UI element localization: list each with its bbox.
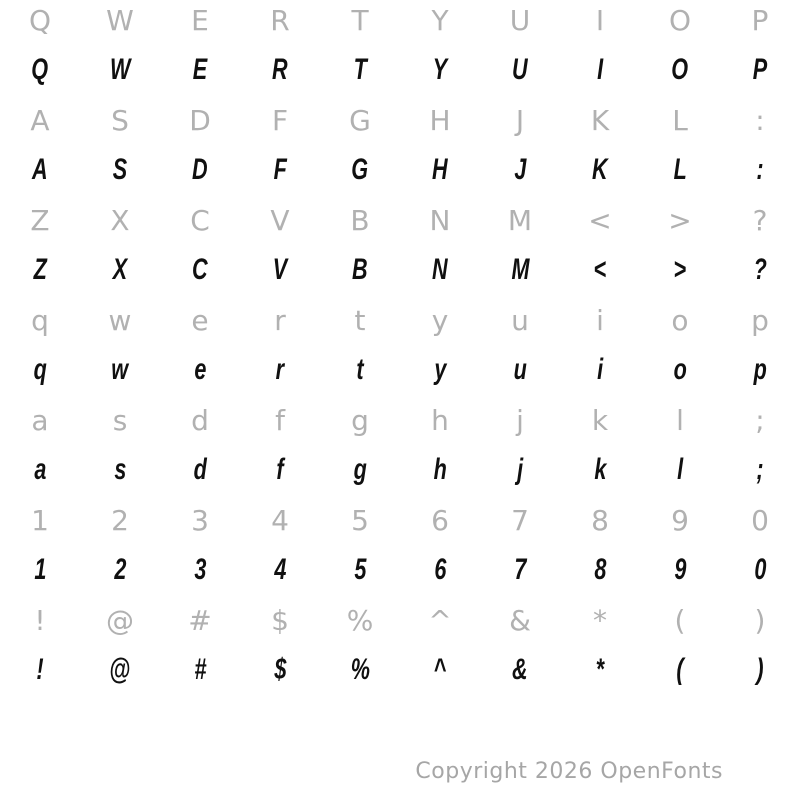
glyph: L	[673, 153, 687, 186]
glyph-cell	[160, 545, 240, 595]
glyph: 7	[511, 503, 529, 537]
copyright-text: Copyright 2026 OpenFonts	[415, 759, 723, 784]
glyph: q	[31, 303, 49, 337]
glyph-cell	[640, 295, 720, 345]
glyph-cell	[400, 645, 480, 695]
glyph: (	[674, 603, 686, 637]
glyph-cell	[720, 545, 800, 595]
glyph-cell	[80, 495, 160, 545]
glyph-cell	[720, 495, 800, 545]
glyph: 0	[753, 553, 767, 586]
glyph: 1	[31, 503, 49, 537]
glyph-cell	[720, 245, 800, 295]
glyph: #	[193, 653, 207, 686]
glyph-cell	[560, 345, 640, 395]
glyph: d	[193, 453, 207, 486]
glyph-cell	[720, 445, 800, 495]
glyph-cell	[720, 595, 800, 645]
glyph: o	[671, 303, 689, 337]
glyph: Q	[28, 3, 52, 37]
glyph: l	[676, 453, 684, 486]
glyph: (	[676, 653, 684, 686]
glyph-cell	[560, 595, 640, 645]
glyph-cell	[400, 245, 480, 295]
glyph: g	[353, 453, 367, 486]
glyph: B	[350, 203, 370, 237]
glyph: ?	[752, 203, 768, 237]
glyph: o	[673, 353, 687, 386]
glyph: Q	[31, 53, 49, 86]
glyph: p	[751, 303, 769, 337]
glyph: N	[432, 253, 448, 286]
glyph-cell	[0, 245, 80, 295]
glyph: y	[433, 353, 447, 386]
glyph: R	[272, 53, 288, 86]
glyph: a	[33, 453, 47, 486]
glyph: N	[429, 203, 451, 237]
glyph-cell	[480, 245, 560, 295]
glyph-cell	[160, 645, 240, 695]
glyph-cell	[480, 295, 560, 345]
glyph: @	[109, 653, 131, 686]
glyph: S	[112, 153, 128, 186]
glyph: P	[751, 3, 769, 37]
glyph-cell	[480, 395, 560, 445]
glyph-cell	[480, 195, 560, 245]
glyph: w	[108, 303, 132, 337]
glyph-cell	[160, 595, 240, 645]
glyph: P	[752, 53, 768, 86]
glyph-cell	[480, 95, 560, 145]
glyph: )	[756, 653, 764, 686]
glyph: a	[31, 403, 49, 437]
glyph-cell	[480, 495, 560, 545]
glyph-cell	[720, 145, 800, 195]
glyph-cell	[640, 0, 720, 45]
glyph: !	[34, 603, 46, 637]
glyph-cell	[480, 45, 560, 95]
glyph-cell	[160, 145, 240, 195]
glyph: %	[346, 603, 374, 637]
glyph: k	[591, 403, 609, 437]
glyph: I	[596, 53, 604, 86]
glyph-cell	[640, 495, 720, 545]
glyph: G	[349, 103, 371, 137]
glyph-cell	[640, 445, 720, 495]
glyph-cell	[80, 195, 160, 245]
glyph-cell	[240, 0, 320, 45]
glyph: L	[672, 103, 688, 137]
glyph: h	[433, 453, 447, 486]
glyph-cell	[320, 395, 400, 445]
glyph: 6	[433, 553, 447, 586]
glyph: f	[275, 403, 285, 437]
glyph: ?	[753, 253, 767, 286]
glyph: 9	[673, 553, 687, 586]
glyph: V	[270, 203, 290, 237]
glyph-row-specimen	[0, 145, 800, 195]
glyph-cell	[240, 545, 320, 595]
glyph-cell	[320, 545, 400, 595]
glyph: B	[352, 253, 368, 286]
glyph-row-specimen	[0, 545, 800, 595]
glyph-cell	[560, 495, 640, 545]
glyph-cell	[80, 245, 160, 295]
glyph: U	[512, 53, 528, 86]
glyph-cell	[400, 45, 480, 95]
glyph-cell	[400, 295, 480, 345]
glyph: t	[354, 303, 366, 337]
glyph-cell	[0, 195, 80, 245]
glyph-cell	[720, 95, 800, 145]
glyph-cell	[480, 545, 560, 595]
glyph-row-reference	[0, 295, 800, 345]
glyph: U	[509, 3, 531, 37]
glyph-row-reference	[0, 195, 800, 245]
glyph-cell	[560, 445, 640, 495]
glyph: W	[109, 53, 131, 86]
glyph: M	[507, 203, 533, 237]
glyph: 8	[591, 503, 609, 537]
glyph: >	[668, 203, 692, 237]
glyph: Z	[30, 203, 50, 237]
glyph-cell	[640, 245, 720, 295]
glyph: S	[111, 103, 129, 137]
glyph: 5	[353, 553, 367, 586]
glyph: &	[509, 603, 531, 637]
glyph-cell	[240, 395, 320, 445]
glyph: l	[676, 403, 684, 437]
glyph: u	[511, 303, 529, 337]
glyph: M	[511, 253, 529, 286]
glyph-cell	[640, 545, 720, 595]
glyph-cell	[480, 345, 560, 395]
glyph: Y	[432, 53, 448, 86]
glyph-cell	[720, 345, 800, 395]
glyph-cell	[80, 0, 160, 45]
glyph: 0	[751, 503, 769, 537]
glyph-cell	[0, 45, 80, 95]
glyph-cell	[640, 395, 720, 445]
glyph-cell	[320, 595, 400, 645]
glyph-cell	[640, 645, 720, 695]
glyph: <	[593, 253, 607, 286]
glyph-cell	[240, 445, 320, 495]
glyph: A	[30, 103, 50, 137]
glyph-cell	[240, 45, 320, 95]
glyph-cell	[160, 95, 240, 145]
glyph: #	[188, 603, 212, 637]
glyph: D	[189, 103, 211, 137]
glyph-cell	[320, 245, 400, 295]
glyph: g	[351, 403, 369, 437]
glyph: e	[191, 303, 209, 337]
glyph-cell	[560, 95, 640, 145]
glyph-cell	[400, 445, 480, 495]
glyph-cell	[80, 395, 160, 445]
glyph: O	[668, 3, 692, 37]
glyph-cell	[720, 395, 800, 445]
glyph-cell	[80, 595, 160, 645]
glyph-cell	[0, 0, 80, 45]
glyph-cell	[240, 145, 320, 195]
glyph: K	[590, 103, 610, 137]
glyph-cell	[480, 645, 560, 695]
glyph: H	[432, 153, 448, 186]
glyph: &	[512, 653, 528, 686]
glyph-cell	[400, 345, 480, 395]
glyph: Y	[431, 3, 449, 37]
glyph-cell	[560, 395, 640, 445]
glyph: 3	[193, 553, 207, 586]
glyph: F	[271, 103, 289, 137]
glyph-cell	[640, 45, 720, 95]
glyph: k	[593, 453, 607, 486]
glyph-cell	[0, 445, 80, 495]
glyph-cell	[640, 145, 720, 195]
glyph-row-specimen	[0, 45, 800, 95]
glyph-cell	[80, 295, 160, 345]
glyph-cell	[160, 345, 240, 395]
glyph-cell	[0, 145, 80, 195]
glyph: 2	[111, 503, 129, 537]
glyph-row-reference	[0, 395, 800, 445]
glyph-cell	[160, 195, 240, 245]
glyph: p	[753, 353, 767, 386]
glyph-cell	[640, 195, 720, 245]
glyph-cell	[320, 45, 400, 95]
glyph-cell	[720, 45, 800, 95]
glyph: 4	[271, 503, 289, 537]
glyph-cell	[160, 45, 240, 95]
glyph: y	[431, 303, 449, 337]
glyph: j	[516, 403, 524, 437]
glyph-cell	[160, 0, 240, 45]
glyph-cell	[480, 595, 560, 645]
glyph-cell	[320, 645, 400, 695]
glyph: w	[111, 353, 129, 386]
glyph-cell	[0, 545, 80, 595]
glyph-cell	[640, 95, 720, 145]
glyph: h	[431, 403, 449, 437]
glyph-row-specimen	[0, 245, 800, 295]
glyph: >	[673, 253, 687, 286]
glyph: X	[110, 203, 130, 237]
glyph-cell	[720, 195, 800, 245]
glyph: E	[192, 53, 208, 86]
glyph-cell	[720, 0, 800, 45]
glyph-cell	[400, 95, 480, 145]
glyph-cell	[640, 595, 720, 645]
glyph-cell	[160, 445, 240, 495]
glyph-cell	[560, 45, 640, 95]
glyph: :	[755, 103, 765, 137]
glyph-cell	[320, 445, 400, 495]
glyph-cell	[480, 0, 560, 45]
glyph-cell	[560, 0, 640, 45]
glyph-cell	[80, 145, 160, 195]
glyph: C	[192, 253, 208, 286]
glyph: f	[276, 453, 284, 486]
glyph-row-specimen	[0, 345, 800, 395]
glyph: ^	[433, 653, 447, 686]
glyph-cell	[160, 295, 240, 345]
glyph-cell	[640, 345, 720, 395]
glyph: d	[191, 403, 209, 437]
glyph-cell	[400, 145, 480, 195]
glyph: u	[513, 353, 527, 386]
glyph: F	[273, 153, 287, 186]
glyph-cell	[80, 95, 160, 145]
glyph: s	[113, 453, 127, 486]
glyph: ^	[428, 603, 452, 637]
glyph-cell	[720, 295, 800, 345]
glyph: J	[515, 103, 525, 137]
glyph: 1	[33, 553, 47, 586]
glyph: ;	[756, 453, 764, 486]
glyph-cell	[400, 0, 480, 45]
glyph: %	[350, 653, 370, 686]
glyph: Z	[33, 253, 47, 286]
glyph-cell	[560, 545, 640, 595]
glyph: <	[588, 203, 612, 237]
glyph: q	[33, 353, 47, 386]
glyph: e	[193, 353, 207, 386]
glyph-cell	[80, 45, 160, 95]
glyph: :	[756, 153, 764, 186]
glyph: X	[112, 253, 128, 286]
glyph-cell	[240, 345, 320, 395]
glyph: *	[593, 603, 607, 637]
glyph-cell	[320, 345, 400, 395]
glyph-cell	[720, 645, 800, 695]
glyph-cell	[0, 395, 80, 445]
glyph: C	[190, 203, 210, 237]
glyph-cell	[320, 95, 400, 145]
glyph-cell	[480, 145, 560, 195]
glyph-cell	[320, 495, 400, 545]
glyph: t	[356, 353, 364, 386]
glyph-cell	[0, 345, 80, 395]
glyph: H	[429, 103, 451, 137]
glyph: r	[274, 303, 286, 337]
glyph-cell	[240, 495, 320, 545]
glyph: 7	[513, 553, 527, 586]
glyph: 3	[191, 503, 209, 537]
glyph-cell	[400, 395, 480, 445]
glyph-cell	[240, 195, 320, 245]
glyph: $	[271, 603, 289, 637]
glyph: A	[32, 153, 48, 186]
glyph: T	[351, 3, 369, 37]
glyph-cell	[560, 295, 640, 345]
glyph-cell	[0, 595, 80, 645]
glyph-cell	[160, 395, 240, 445]
glyph-cell	[0, 295, 80, 345]
glyph-cell	[400, 595, 480, 645]
glyph-cell	[160, 245, 240, 295]
glyph-row-reference	[0, 495, 800, 545]
glyph-cell	[320, 195, 400, 245]
glyph-cell	[560, 645, 640, 695]
glyph-row-specimen	[0, 645, 800, 695]
glyph-cell	[0, 495, 80, 545]
glyph-cell	[240, 595, 320, 645]
glyph-cell	[240, 295, 320, 345]
glyph: i	[596, 353, 604, 386]
glyph-cell	[80, 345, 160, 395]
glyph-cell	[80, 445, 160, 495]
glyph: 5	[351, 503, 369, 537]
glyph-cell	[400, 495, 480, 545]
glyph: )	[754, 603, 766, 637]
glyph: s	[112, 403, 128, 437]
glyph-cell	[0, 95, 80, 145]
glyph: 2	[113, 553, 127, 586]
glyph-cell	[160, 495, 240, 545]
glyph: T	[353, 53, 367, 86]
glyph-cell	[400, 195, 480, 245]
glyph: W	[106, 3, 134, 37]
glyph-cell	[400, 545, 480, 595]
glyph-cell	[0, 645, 80, 695]
glyph: E	[191, 3, 209, 37]
glyph: $	[273, 653, 287, 686]
glyph: 9	[671, 503, 689, 537]
glyph: ;	[755, 403, 765, 437]
glyph: I	[595, 3, 605, 37]
glyph: *	[595, 653, 605, 686]
glyph-cell	[240, 645, 320, 695]
glyph: O	[671, 53, 689, 86]
glyph: 4	[273, 553, 287, 586]
glyph: 6	[431, 503, 449, 537]
glyph: G	[351, 153, 369, 186]
glyph-cell	[240, 95, 320, 145]
glyph-cell	[320, 145, 400, 195]
glyph-cell	[320, 295, 400, 345]
glyph-cell	[560, 195, 640, 245]
glyph-cell	[560, 245, 640, 295]
glyph-row-reference	[0, 595, 800, 645]
glyph-cell	[240, 245, 320, 295]
glyph: 8	[593, 553, 607, 586]
glyph: R	[270, 3, 290, 37]
glyph-cell	[560, 145, 640, 195]
glyph-cell	[480, 445, 560, 495]
glyph-cell	[80, 645, 160, 695]
glyph: V	[272, 253, 288, 286]
glyph-cell	[80, 545, 160, 595]
glyph: D	[192, 153, 208, 186]
glyph: !	[36, 653, 44, 686]
glyph: K	[592, 153, 608, 186]
glyph-row-specimen	[0, 445, 800, 495]
glyph: i	[596, 303, 604, 337]
glyph: J	[513, 153, 527, 186]
glyph: r	[275, 353, 285, 386]
glyph: j	[516, 453, 524, 486]
glyph-row-reference	[0, 95, 800, 145]
glyph: @	[106, 603, 134, 637]
glyph-cell	[320, 0, 400, 45]
glyph-row-reference	[0, 0, 800, 45]
